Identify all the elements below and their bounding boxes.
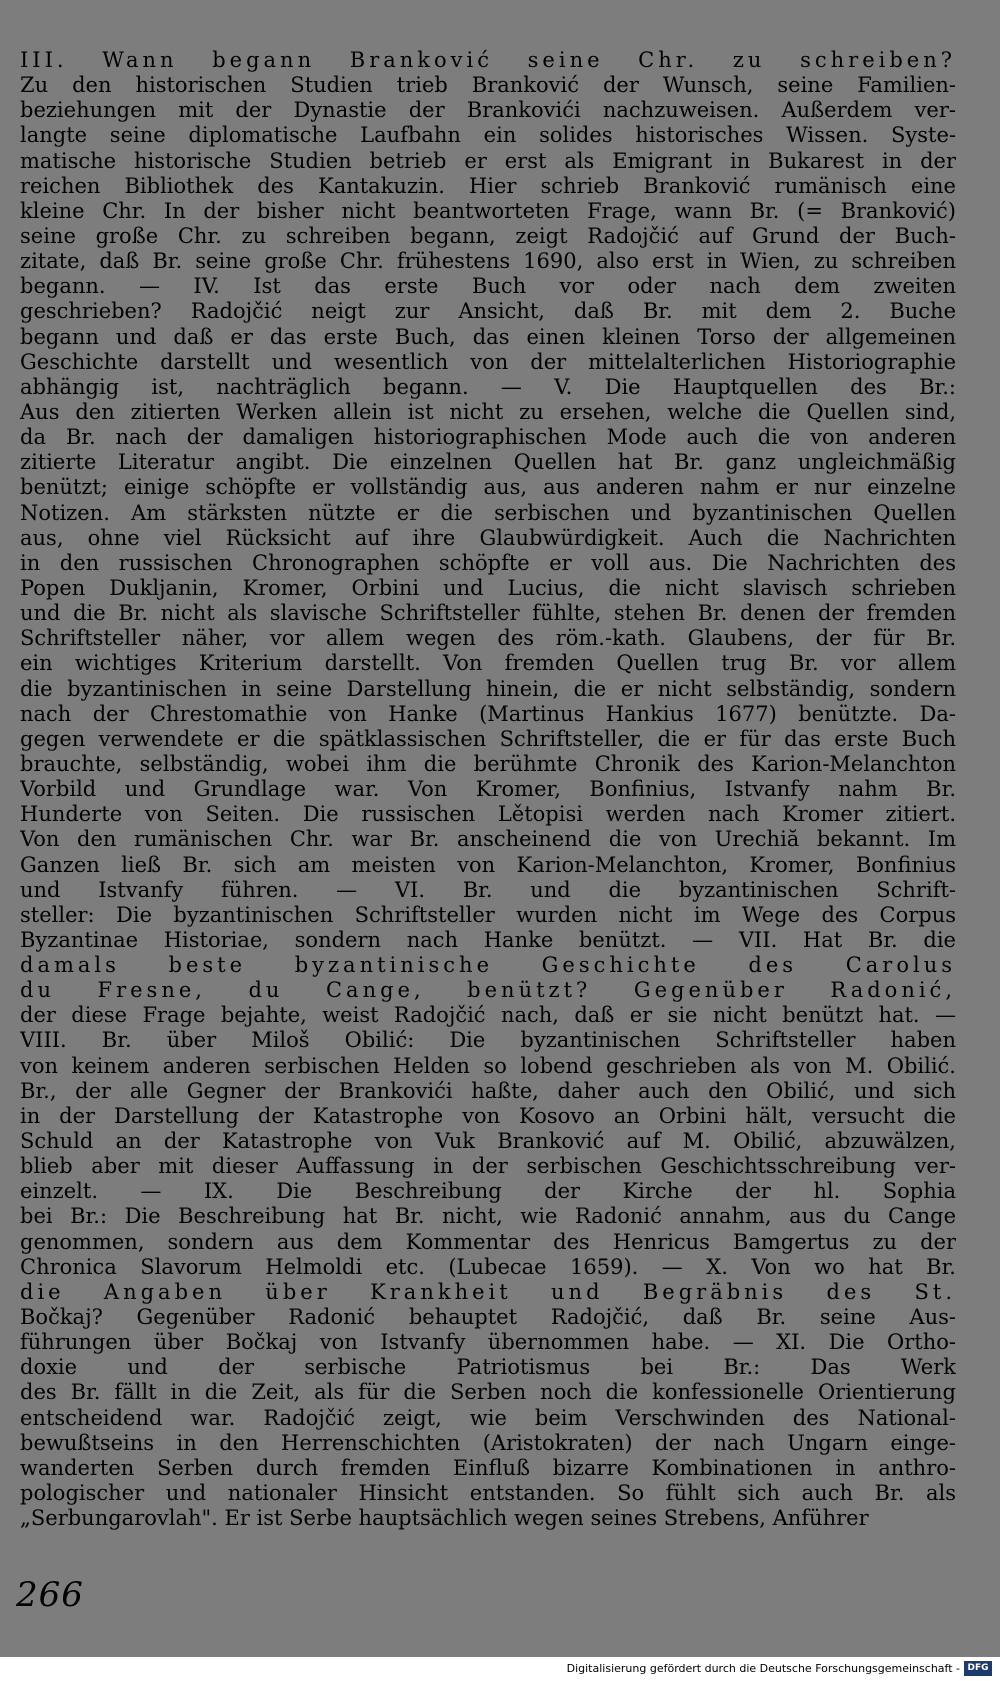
- text-line: pologischer und nationaler Hinsicht entstanden. So fühlt sich auch Br. als: [20, 1481, 956, 1506]
- page-number: 266: [16, 1575, 84, 1615]
- body-text: [20, 48, 956, 1531]
- text-line: Br., der alle Gegner der Brankovići haßte, daher auch den Obilić, und sich: [20, 1078, 956, 1103]
- text-line: Schriftsteller näher, vor allem wegen des röm.-kath. Glaubens, der für Br.: [20, 626, 956, 651]
- text-line: Aus den zitierten Werken allein ist nicht zu ersehen, welche die Quellen sind,: [20, 399, 956, 424]
- text-line: aus, ohne viel Rücksicht auf ihre Glaubwürdigkeit. Auch die Nachrichten: [20, 525, 956, 550]
- text-line: VIII. Br. über Miloš Obilić: Die byzantinischen Schriftsteller haben: [20, 1028, 956, 1053]
- text-line: genommen, sondern aus dem Kommentar des Henricus Bamgertus zu der: [20, 1229, 956, 1254]
- text-line: seine große Chr. zu schreiben begann, zeigt Radojčić auf Grund der Buch-: [20, 223, 956, 248]
- text-line: III. Wann begann Branković seine Chr. zu schreiben?: [20, 48, 956, 72]
- text-line: nach der Chrestomathie von Hanke (Martinus Hankius 1677) benützte. Da-: [20, 701, 956, 726]
- text-line: da Br. nach der damaligen historiographischen Mode auch die von anderen: [20, 425, 956, 450]
- text-line: Chronica Slavorum Helmoldi etc. (Lubecae 1659). — X. Von wo hat Br.: [20, 1254, 956, 1279]
- text-line: des Br. fällt in die Zeit, als für die Serben noch die konfessionelle Orientierung: [20, 1380, 956, 1405]
- digitization-footer: [0, 1657, 1000, 1681]
- text-line: damals beste byzantinische Geschichte des Carolus: [20, 953, 956, 978]
- text-line: Zu den historischen Studien trieb Branković der Wunsch, seine Familien-: [20, 73, 956, 98]
- text-line: ein wichtiges Kriterium darstellt. Von fremden Quellen trug Br. vor allem: [20, 651, 956, 676]
- text-line: Hunderte von Seiten. Die russischen Lětopisi werden nach Kromer zitiert.: [20, 802, 956, 827]
- text-line: kleine Chr. In der bisher nicht beantworteten Frage, wann Br. (= Branković): [20, 198, 956, 223]
- text-line: doxie und der serbische Patriotismus bei Br.: Das Werk: [20, 1355, 956, 1380]
- text-line: Bočkaj? Gegenüber Radonić behauptet Radojčić, daß Br. seine Aus-: [20, 1305, 956, 1330]
- text-line: zitierte Literatur angibt. Die einzelnen Quellen hat Br. ganz ungleichmäßig: [20, 450, 956, 475]
- text-line: benützt; einige schöpfte er vollständig aus, aus anderen nahm er nur einzelne: [20, 475, 956, 500]
- text-line: steller: Die byzantinischen Schriftsteller wurden nicht im Wege des Corpus: [20, 902, 956, 927]
- text-line: die Angaben über Krankheit und Begräbnis des St.: [20, 1279, 956, 1304]
- text-line: langte seine diplomatische Laufbahn ein solides historisches Wissen. Syste-: [20, 123, 956, 148]
- text-line: in den russischen Chronographen schöpfte er voll aus. Die Nachrichten des: [20, 550, 956, 575]
- text-line: beziehungen mit der Dynastie der Brankovići nachzuweisen. Außerdem ver-: [20, 98, 956, 123]
- text-line: bewußtseins in den Herrenschichten (Aristokraten) der nach Ungarn einge-: [20, 1430, 956, 1455]
- text-line: Popen Dukljanin, Kromer, Orbini und Lucius, die nicht slavisch schrieben: [20, 575, 956, 600]
- dfg-logo-icon: DFG: [964, 1661, 992, 1676]
- text-line: Von den rumänischen Chr. war Br. anscheinend die von Urechiă bekannt. Im: [20, 827, 956, 852]
- text-line: begann. — IV. Ist das erste Buch vor oder nach dem zweiten: [20, 274, 956, 299]
- text-line: entscheidend war. Radojčić zeigt, wie beim Verschwinden des National-: [20, 1405, 956, 1430]
- text-line: abhängig ist, nachträglich begann. — V. Die Hauptquellen des Br.:: [20, 374, 956, 399]
- text-line: blieb aber mit dieser Auffassung in der serbischen Geschichtsschreibung ver-: [20, 1154, 956, 1179]
- text-line: brauchte, selbständig, wobei ihm die berühmte Chronik des Karion-Melanchton: [20, 751, 956, 776]
- text-line: und Istvanfy führen. — VI. Br. und die byzantinischen Schrift-: [20, 877, 956, 902]
- text-line: du Fresne, du Cange, benützt? Gegenüber Radonić,: [20, 978, 956, 1003]
- text-line: zitate, daß Br. seine große Chr. frühestens 1690, also erst in Wien, zu schreiben: [20, 249, 956, 274]
- text-line: Byzantinae Historiae, sondern nach Hanke benützt. — VII. Hat Br. die: [20, 927, 956, 952]
- text-line: Vorbild und Grundlage war. Von Kromer, Bonfinius, Istvanfy nahm Br.: [20, 777, 956, 802]
- text-line: Ganzen ließ Br. sich am meisten von Karion-Melanchton, Kromer, Bonfinius: [20, 852, 956, 877]
- text-line: die byzantinischen in seine Darstellung hinein, die er nicht selbständig, sondern: [20, 676, 956, 701]
- text-line: „Serbungarovlah". Er ist Serbe hauptsächlich wegen seines Strebens, Anführer: [20, 1506, 869, 1531]
- text-line: von keinem anderen serbischen Helden so lobend geschrieben als von M. Obilić.: [20, 1053, 956, 1078]
- text-line: und die Br. nicht als slavische Schriftsteller fühlte, stehen Br. denen der fremden: [20, 601, 956, 626]
- text-line: begann und daß er das erste Buch, das einen kleinen Torso der allgemeinen: [20, 324, 956, 349]
- text-line: Schuld an der Katastrophe von Vuk Branković auf M. Obilić, abzuwälzen,: [20, 1129, 956, 1154]
- text-line: Geschichte darstellt und wesentlich von der mittelalterlichen Historiographie: [20, 349, 956, 374]
- text-line: führungen über Bočkaj von Istvanfy übernommen habe. — XI. Die Ortho-: [20, 1330, 956, 1355]
- text-line: matische historische Studien betrieb er erst als Emigrant in Bukarest in der: [20, 148, 956, 173]
- text-line: in der Darstellung der Katastrophe von Kosovo an Orbini hält, versucht die: [20, 1103, 956, 1128]
- text-line: der diese Frage bejahte, weist Radojčić nach, daß er sie nicht benützt hat. —: [20, 1003, 956, 1028]
- text-line: geschrieben? Radojčić neigt zur Ansicht, daß Br. mit dem 2. Buche: [20, 299, 956, 324]
- text-line: einzelt. — IX. Die Beschreibung der Kirche der hl. Sophia: [20, 1179, 956, 1204]
- text-line: wanderten Serben durch fremden Einfluß bizarre Kombinationen in anthro-: [20, 1455, 956, 1480]
- text-line: Notizen. Am stärksten nützte er die serbischen und byzantinischen Quellen: [20, 500, 956, 525]
- text-line: bei Br.: Die Beschreibung hat Br. nicht, wie Radonić annahm, aus du Cange: [20, 1204, 956, 1229]
- text-line: gegen verwendete er die spätklassischen Schriftsteller, die er für das erste Buch: [20, 726, 956, 751]
- footer-credit: Digitalisierung gefördert durch die Deutsche Forschungsgemeinschaft -: [566, 1662, 960, 1675]
- text-line: reichen Bibliothek des Kantakuzin. Hier schrieb Branković rumänisch eine: [20, 173, 956, 198]
